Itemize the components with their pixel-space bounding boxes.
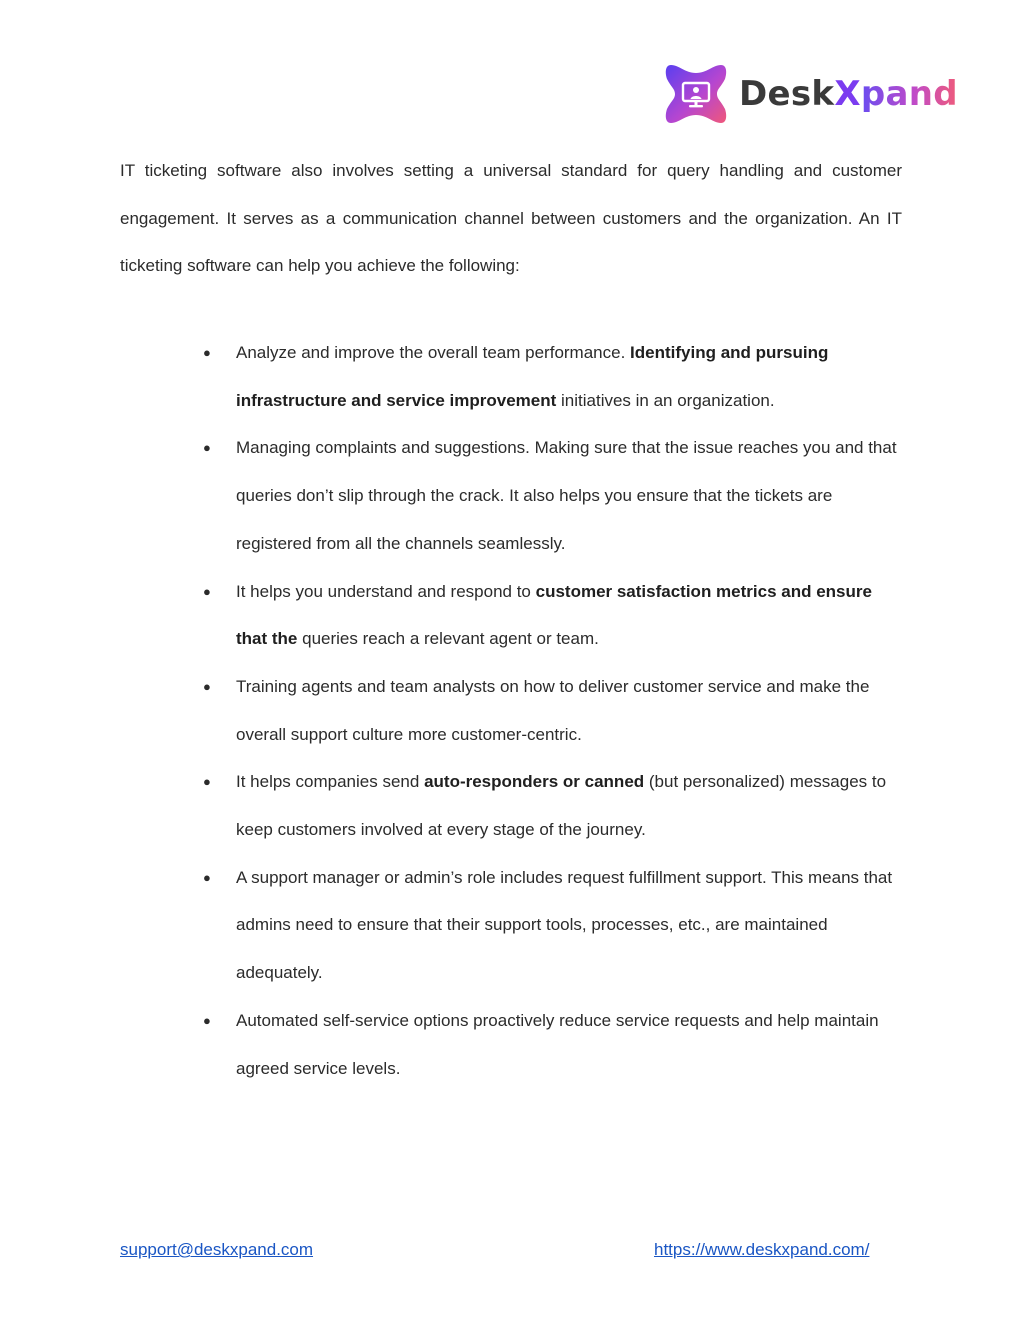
logo-text-pand: pand [860,74,958,114]
benefit-text: It helps companies send [236,772,425,792]
benefits-list [203,329,904,1092]
logo-wordmark [739,74,958,114]
bullet-marker: ● [203,869,211,885]
benefit-text: Training agents and team analysts on how to deliver customer service and make the overall support culture more customer-centric. [236,676,870,744]
bullet-marker: ● [203,678,211,694]
benefit-text: Managing complaints and suggestions. Making sure that the issue reaches you and that queries don’t slip through the crack. It also helps you ensure that the tickets are registered from all the channels seamlessly. [236,438,897,553]
benefit-text: (but personalized) messages to keep customers involved at every stage of the journey. [236,772,887,840]
benefit-text: A support manager or admin’s role includes request fulfillment support. This means that admins need to ensure that their support tools, processes, etc., are maintained adequately. [236,867,893,983]
benefit-text: queries reach a relevant agent or team. [297,629,599,649]
deskxpand-logo [663,60,958,128]
benefit-text: Analyze and improve the overall team performance. [236,343,631,362]
benefit-item-3 [203,568,904,663]
benefit-text: It helps you understand and respond to [236,581,536,601]
benefit-item-6 [203,854,904,997]
intro-paragraph: IT ticketing software also involves setting a universal standard for query handling and customer engagement. It serves as a communication channel between customers and the organization. An IT ticketing software can help you achieve the following: [120,161,902,276]
bullet-marker: ● [203,583,211,599]
logo-text-desk: Desk [739,74,835,114]
benefit-text: initiatives in an organization. [556,390,775,410]
bullet-marker: ● [203,440,211,456]
benefit-item-5 [203,758,904,853]
bullet-marker: ● [203,345,211,360]
logo-text-x: X [834,74,861,114]
website-link[interactable]: https://www.deskxpand.com/ [654,1240,870,1259]
deskxpand-logo-icon [663,61,729,127]
bullet-marker: ● [203,1012,211,1028]
benefit-bold-text: Identifying and pursuing infrastructure and service improvement [236,343,829,410]
bullet-marker: ● [203,774,211,790]
benefit-item-7 [203,997,904,1092]
benefit-item-1 [203,329,904,424]
benefit-bold-text: customer satisfaction metrics and ensure that the [236,581,872,649]
benefit-bold-text: auto-responders or canned [424,772,645,792]
support-email-link[interactable]: support@deskxpand.com [120,1240,314,1259]
benefit-item-4 [203,663,904,758]
benefit-item-2 [203,424,904,567]
benefit-text: Automated self-service options proactively reduce service requests and help maintain agreed service levels. [236,1010,879,1078]
